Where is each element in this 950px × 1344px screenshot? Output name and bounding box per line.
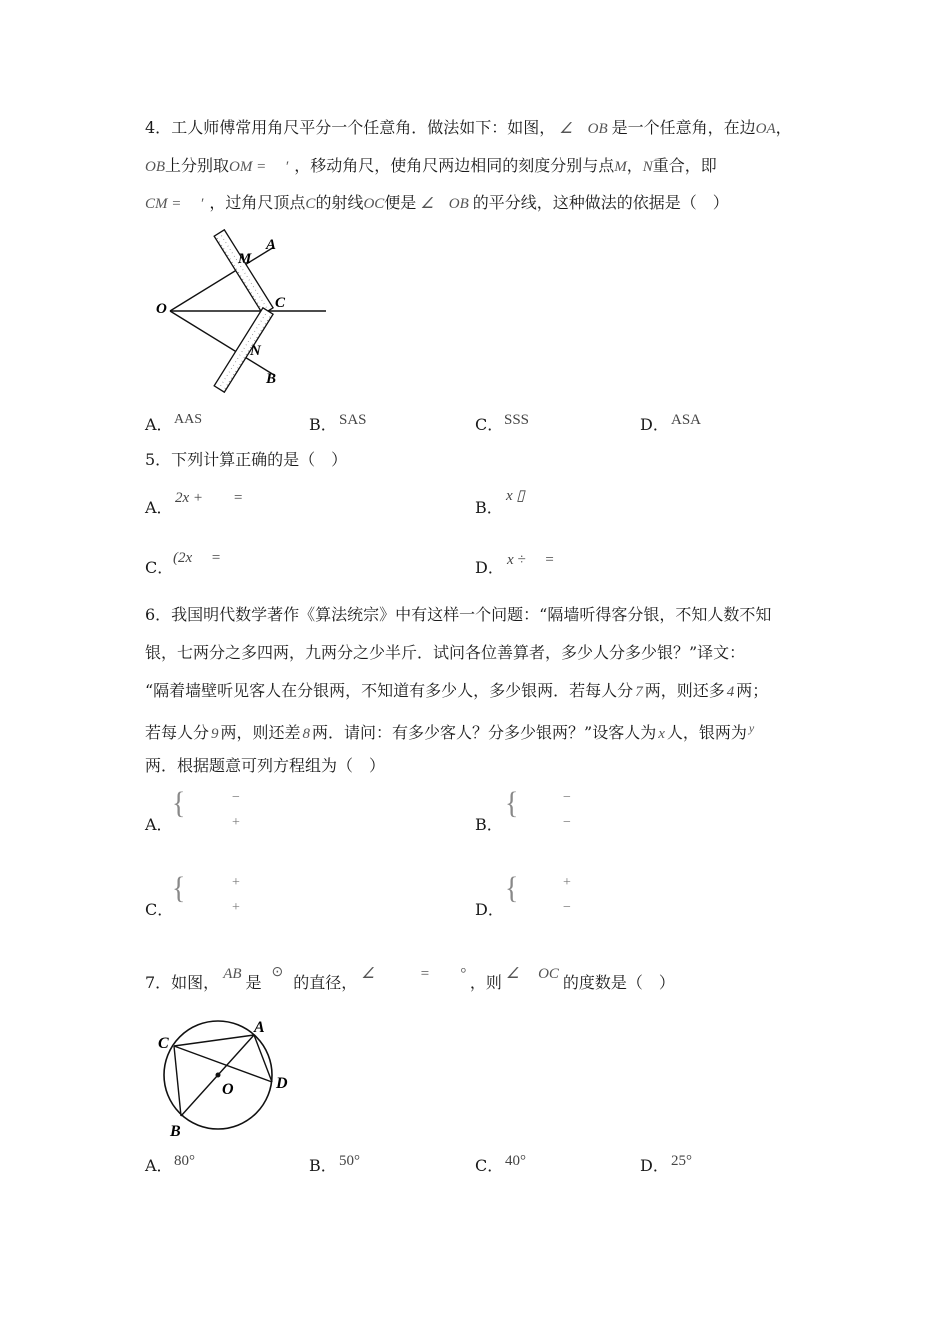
q6-option-a-sign-1: −	[232, 790, 240, 805]
q4-comma: ，	[775, 118, 792, 137]
q7-option-a-value: 80°	[174, 1153, 195, 1169]
q6-var-x: x	[658, 726, 665, 742]
q6-option-c-brace: {	[172, 871, 186, 906]
q7-option-b-value: 50°	[339, 1153, 360, 1169]
q4-option-b-value: SAS	[339, 412, 367, 428]
q6-text-4a: 若每人分	[145, 723, 210, 742]
q4-option-b[interactable]	[309, 415, 337, 435]
q4-om-eq: OM = ′	[229, 159, 289, 175]
q7-angle-doc: ∠ OC	[505, 966, 559, 982]
q6-var-y: y	[748, 721, 755, 735]
q4-fig-label-c: C	[275, 295, 286, 311]
q6-option-b[interactable]	[475, 815, 503, 835]
q7-fig-label-c: C	[158, 1035, 169, 1052]
q7-center-dot	[216, 1073, 221, 1078]
q4-line-2	[145, 156, 717, 177]
q6-num-9: 9	[211, 726, 219, 742]
q7-option-a[interactable]	[145, 1156, 173, 1176]
q5-option-a-value: 2x + =	[175, 490, 244, 506]
q6-option-a[interactable]	[145, 815, 173, 835]
q7-fig-label-o: O	[222, 1081, 234, 1098]
q5-option-c-value: (2x =	[173, 550, 222, 566]
q6-option-c-label: C．	[145, 900, 174, 919]
q4-text-3b: 的射线	[315, 193, 364, 212]
q6-text-4d: 人，银两为	[666, 723, 747, 742]
q6-text-3c: 两；	[736, 681, 769, 700]
q4-text-2b: ，移动角尺，使角尺两边相同的刻度分别与点	[294, 156, 615, 175]
q4-oa: OA	[755, 121, 776, 137]
q7-circle-figure	[150, 1012, 310, 1142]
q6-text-4b: 两，则还差	[220, 723, 301, 742]
q7-fig-label-a: A	[254, 1019, 265, 1036]
q7-text-ze: ，则	[469, 973, 502, 992]
q4-option-c[interactable]	[475, 415, 503, 435]
q5-option-d-label: D．	[475, 558, 504, 577]
q7-option-c-value: 40°	[505, 1153, 526, 1169]
q6-option-a-brace: {	[172, 786, 186, 821]
q4-oc: OC	[363, 196, 385, 212]
q4-angle-ruler-figure	[150, 225, 340, 395]
q7-text-tail: 的度数是（ ）	[562, 973, 675, 992]
q6-option-d-sign-2: −	[563, 900, 571, 915]
q4-cm-eq: CM = ′	[145, 196, 204, 212]
q7-option-b[interactable]	[309, 1156, 337, 1176]
q6-text-4c: 两．请问：有多少客人？分多少银两？”设客人为	[312, 723, 657, 742]
q7-chord-cd	[174, 1046, 272, 1082]
q4-option-b-label: B．	[309, 415, 337, 434]
q5-option-d[interactable]	[475, 558, 504, 578]
q4-number: 4．	[145, 118, 172, 137]
q6-num-4: 4	[726, 684, 735, 700]
q5-option-a-label: A．	[145, 498, 173, 517]
q7-option-c-label: C．	[475, 1156, 504, 1175]
q4-fig-label-b: B	[266, 371, 277, 387]
q6-option-d[interactable]	[475, 900, 504, 920]
q6-option-d-brace: {	[505, 871, 519, 906]
q6-num-7: 7	[635, 684, 643, 700]
q4-m: M	[614, 159, 627, 175]
q7-fig-label-b: B	[170, 1123, 181, 1140]
q6-option-c[interactable]	[145, 900, 173, 920]
q6-option-a-sign-2: +	[232, 815, 240, 830]
q6-option-c-sign-1: +	[232, 875, 240, 890]
q7-fig-label-d: D	[276, 1075, 288, 1092]
q7-option-c[interactable]	[475, 1156, 503, 1176]
q4-text-2c: 重合，即	[652, 156, 717, 175]
q4-option-d-value: ASA	[671, 412, 702, 428]
q4-option-d-label: D．	[640, 415, 669, 434]
q5-option-d-value: x ÷ =	[507, 552, 555, 568]
q7-option-b-label: B．	[309, 1156, 337, 1175]
q7-line-1	[145, 965, 675, 995]
q4-c: C	[305, 196, 316, 212]
q4-fig-label-a: A	[266, 237, 277, 253]
q6-text-3b: 两，则还多	[644, 681, 725, 700]
q7-option-d-label: D．	[640, 1156, 669, 1175]
q6-line-5: 两．根据题意可列方程组为（ ）	[145, 756, 386, 775]
q5-option-b-value: x ▯	[506, 488, 525, 504]
q6-line-4	[145, 718, 754, 744]
q4-angle-aob-2: ∠ OB	[420, 196, 469, 212]
q7-ab: AB	[223, 966, 242, 982]
q6-option-a-label: A．	[145, 815, 173, 834]
q6-line-2: 银，七两分之多四两，九两分之少半斤．试问各位善算者，多少人分多少银？”译文：	[145, 643, 746, 662]
q7-chord-cb	[174, 1046, 181, 1116]
q6-line-1: 6．我国明代数学著作《算法统宗》中有这样一个问题：“隔墙听得客分银，不知人数不知	[145, 605, 772, 624]
q4-option-a-value: AAS	[174, 412, 203, 427]
q7-chord-ca	[174, 1035, 254, 1046]
q7-option-d-value: 25°	[671, 1153, 692, 1169]
q5-option-c-label: C．	[145, 558, 174, 577]
q5-option-b-label: B．	[475, 498, 503, 517]
q4-text-1a: 工人师傅常用角尺平分一个任意角．做法如下：如图，	[171, 118, 556, 137]
q6-text-3a: “隔着墙壁听见客人在分银两，不知道有多少人，多少银两．若每人分	[145, 681, 634, 700]
q4-option-d[interactable]	[640, 415, 669, 435]
q7-odot: ⊙	[271, 965, 284, 980]
q6-option-d-label: D．	[475, 900, 504, 919]
q6-option-b-brace: {	[505, 786, 519, 821]
q4-ob: OB	[145, 159, 165, 175]
q4-fig-label-o: O	[156, 301, 167, 317]
q4-text-3d: 的平分线，这种做法的依据是（ ）	[472, 193, 729, 212]
q7-text-shi: 是	[245, 973, 262, 992]
q4-text-2a: 上分别取	[165, 156, 230, 175]
q4-comma-2: ，	[626, 156, 643, 175]
q5-stem: 5．下列计算正确的是（ ）	[145, 450, 348, 469]
q6-option-d-sign-1: +	[563, 875, 571, 890]
q7-option-d[interactable]	[640, 1156, 669, 1176]
q5-option-a[interactable]	[145, 498, 173, 518]
q4-option-a-label: A．	[145, 415, 173, 434]
q4-text-1b: 是一个任意角，在边	[611, 118, 756, 137]
q4-text-3c: 便是	[384, 193, 417, 212]
q6-line-3	[145, 681, 768, 702]
q4-angle-aob: ∠ OB	[559, 121, 608, 137]
q7-text-zj: 的直径，	[293, 973, 358, 992]
q6-num-8: 8	[302, 726, 311, 742]
q4-line-3	[145, 193, 729, 214]
q4-option-c-label: C．	[475, 415, 504, 434]
q5-option-b[interactable]	[475, 498, 503, 518]
q7-angle-given: ∠ = °	[361, 966, 466, 982]
q4-fig-label-n: N	[250, 343, 261, 359]
q4-option-c-value: SSS	[504, 412, 530, 428]
q4-line-1	[145, 118, 792, 139]
q4-text-3a: ，过角尺顶点	[209, 193, 306, 212]
q5-option-c[interactable]	[145, 558, 173, 578]
q7-option-a-label: A．	[145, 1156, 173, 1175]
q6-option-b-sign-1: −	[563, 790, 571, 805]
q4-option-a[interactable]	[145, 415, 173, 435]
q6-option-c-sign-2: +	[232, 900, 240, 915]
q4-n: N	[642, 159, 653, 175]
q6-option-b-sign-2: −	[563, 815, 571, 830]
q4-fig-label-m: M	[238, 251, 252, 267]
q6-option-b-label: B．	[475, 815, 503, 834]
q7-text-num: 7．如图，	[145, 973, 220, 992]
